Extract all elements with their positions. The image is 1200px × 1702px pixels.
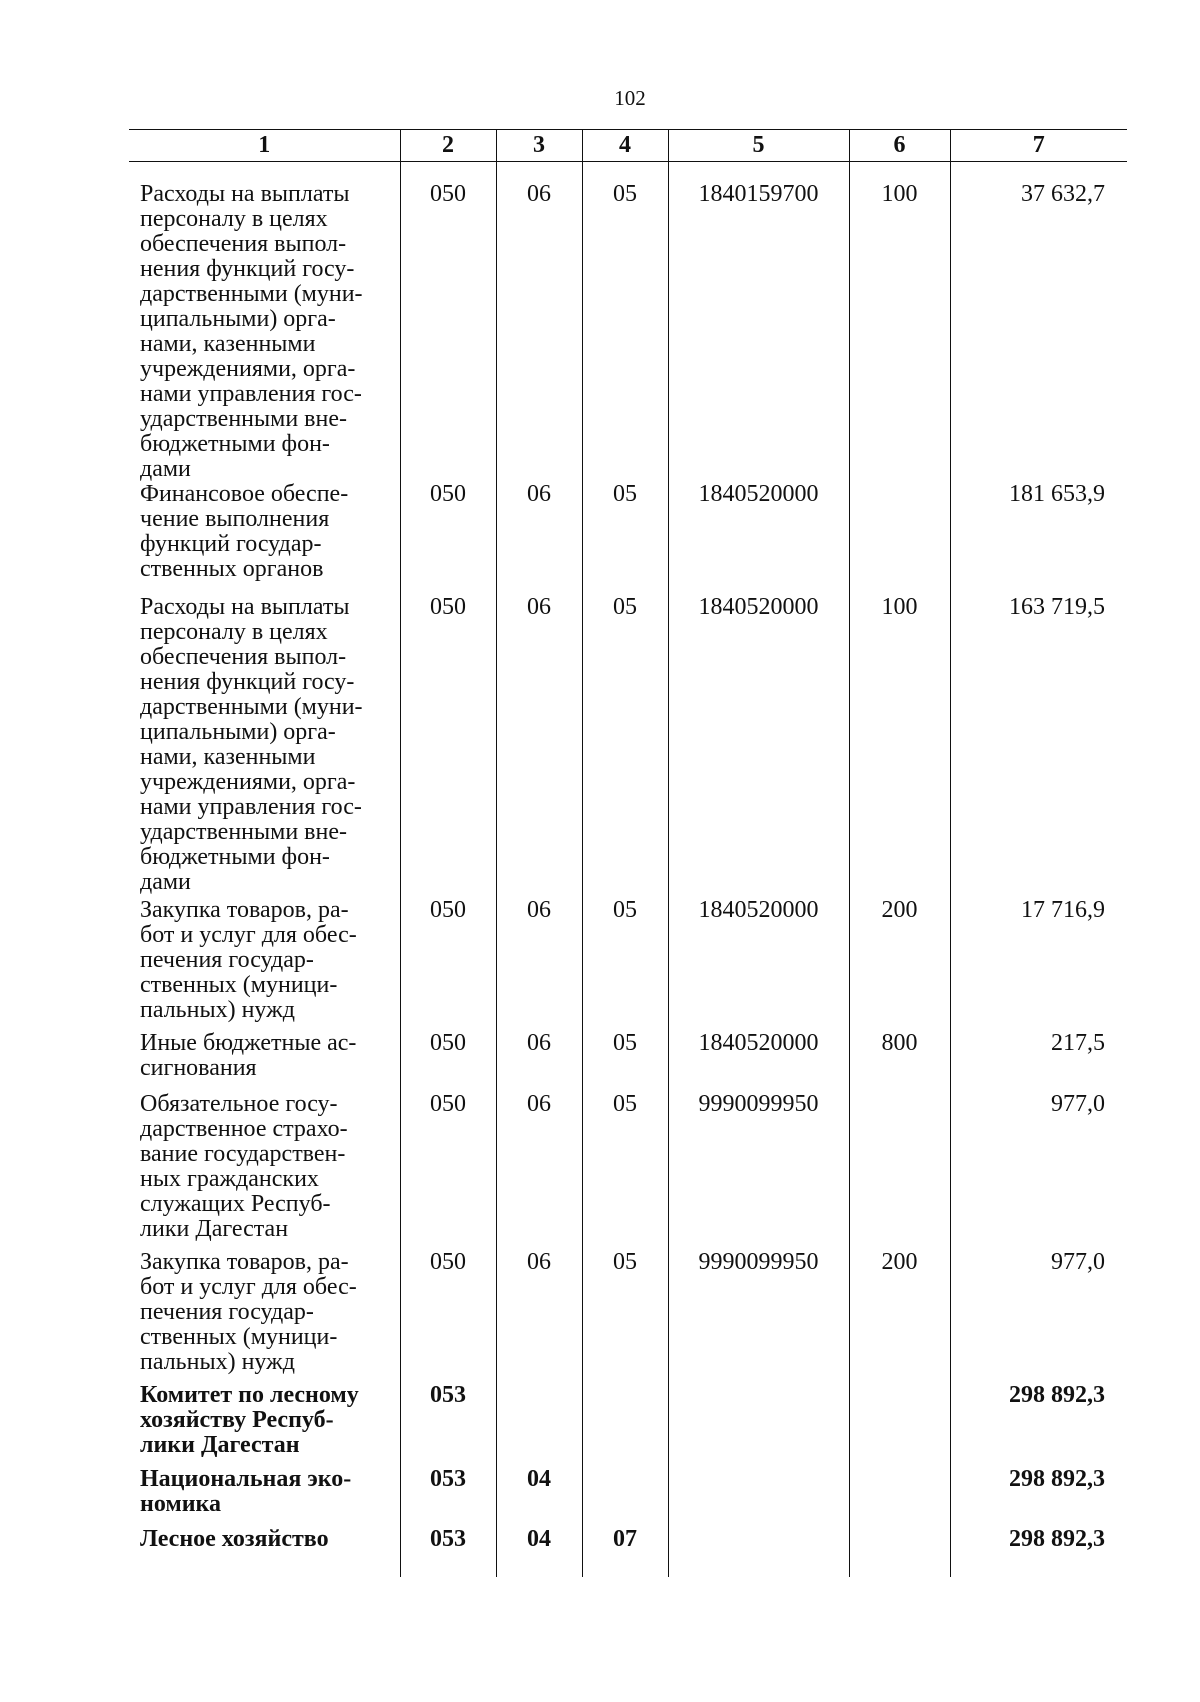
cell-target-article: 1840520000 — [668, 1031, 849, 1092]
header-col-5: 5 — [668, 130, 849, 162]
header-col-4: 4 — [582, 130, 668, 162]
table-row — [129, 898, 1127, 1031]
cell-amount: 217,5 — [950, 1031, 1127, 1092]
cell-expense-type — [849, 1467, 950, 1527]
header-col-7: 7 — [950, 130, 1127, 162]
cell-expense-type: 800 — [849, 1031, 950, 1092]
table-row — [129, 1527, 1127, 1577]
cell-section: 06 — [496, 482, 582, 595]
cell-target-article: 1840159700 — [668, 182, 849, 482]
cell-subsection: 05 — [582, 595, 668, 898]
cell-section: 06 — [496, 898, 582, 1031]
cell-ved-code: 050 — [400, 1250, 496, 1383]
cell-expense-type — [849, 1383, 950, 1467]
cell-expense-type: 200 — [849, 898, 950, 1031]
cell-amount: 17 716,9 — [950, 898, 1127, 1031]
cell-amount: 298 892,3 — [950, 1383, 1127, 1467]
table-row — [129, 482, 1127, 595]
cell-section: 06 — [496, 1092, 582, 1250]
cell-expense-type — [849, 1092, 950, 1250]
table-row — [129, 1467, 1127, 1527]
header-col-3: 3 — [496, 130, 582, 162]
cell-amount: 977,0 — [950, 1092, 1127, 1250]
cell-target-article — [668, 1527, 849, 1577]
table-row — [129, 595, 1127, 898]
cell-description: Расходы на выплаты персоналу в целях обеспечения выпол- нения функций госу- дарственными (муни- ципальными) орга- нами, казенными учреждениями, орга- нами управления гос- ударственными вне- бюджетными фон- дами — [140, 594, 363, 895]
cell-description: Закупка товаров, ра- бот и услуг для обес- печения государ- ственных (муници- пальных) нужд — [140, 1249, 357, 1375]
cell-section: 06 — [496, 182, 582, 482]
page-number: 102 — [614, 86, 646, 110]
cell-subsection: 05 — [582, 1250, 668, 1383]
cell-target-article: 1840520000 — [668, 898, 849, 1031]
cell-description: Лесное хозяйство — [140, 1526, 329, 1552]
cell-ved-code: 050 — [400, 1092, 496, 1250]
cell-subsection — [582, 1383, 668, 1467]
table-spacer — [129, 162, 1127, 183]
table-row — [129, 182, 1127, 482]
cell-description: Закупка товаров, ра- бот и услуг для обес- печения государ- ственных (муници- пальных) нужд — [140, 897, 357, 1023]
cell-subsection: 05 — [582, 898, 668, 1031]
header-col-1: 1 — [129, 130, 400, 162]
cell-ved-code: 053 — [400, 1527, 496, 1577]
cell-expense-type — [849, 1527, 950, 1577]
cell-ved-code: 050 — [400, 595, 496, 898]
header-col-2: 2 — [400, 130, 496, 162]
table-row — [129, 1250, 1127, 1383]
cell-description: Финансовое обеспе- чение выполнения функций государ- ственных органов — [140, 481, 349, 582]
cell-expense-type: 200 — [849, 1250, 950, 1383]
cell-ved-code: 050 — [400, 898, 496, 1031]
cell-ved-code: 050 — [400, 482, 496, 595]
cell-section: 06 — [496, 1250, 582, 1383]
cell-amount: 163 719,5 — [950, 595, 1127, 898]
cell-target-article — [668, 1467, 849, 1527]
cell-target-article: 9990099950 — [668, 1092, 849, 1250]
cell-description: Обязательное госу- дарственное страхо- вание государствен- ных гражданских служащих Респуб- лики Дагестан — [140, 1091, 348, 1242]
cell-subsection: 05 — [582, 182, 668, 482]
cell-amount: 181 653,9 — [950, 482, 1127, 595]
cell-description: Иные бюджетные ас- сигнования — [140, 1030, 357, 1081]
cell-target-article: 1840520000 — [668, 482, 849, 595]
cell-section: 06 — [496, 1031, 582, 1092]
cell-ved-code: 053 — [400, 1467, 496, 1527]
cell-section: 04 — [496, 1527, 582, 1577]
cell-amount: 37 632,7 — [950, 182, 1127, 482]
cell-section: 06 — [496, 595, 582, 898]
cell-expense-type: 100 — [849, 595, 950, 898]
cell-subsection — [582, 1467, 668, 1527]
table-row — [129, 1383, 1127, 1467]
cell-description: Комитет по лесному хозяйству Респуб- лики Дагестан — [140, 1382, 359, 1458]
cell-section — [496, 1383, 582, 1467]
cell-amount: 298 892,3 — [950, 1527, 1127, 1577]
table-row — [129, 1092, 1127, 1250]
cell-ved-code: 050 — [400, 1031, 496, 1092]
cell-subsection: 05 — [582, 482, 668, 595]
cell-ved-code: 050 — [400, 182, 496, 482]
cell-subsection: 07 — [582, 1527, 668, 1577]
budget-table — [129, 129, 1127, 1577]
cell-expense-type — [849, 482, 950, 595]
cell-description: Расходы на выплаты персоналу в целях обеспечения выпол- нения функций госу- дарственными (муни- ципальными) орга- нами, казенными учреждениями, орга- нами управления гос- ударственными вне- бюджетными фон- дами — [140, 181, 363, 482]
cell-target-article: 1840520000 — [668, 595, 849, 898]
table-body — [129, 162, 1127, 1578]
table-header — [129, 130, 1127, 162]
cell-expense-type: 100 — [849, 182, 950, 482]
cell-subsection: 05 — [582, 1092, 668, 1250]
cell-subsection: 05 — [582, 1031, 668, 1092]
header-col-6: 6 — [849, 130, 950, 162]
cell-target-article: 9990099950 — [668, 1250, 849, 1383]
table-row — [129, 1031, 1127, 1092]
cell-amount: 298 892,3 — [950, 1467, 1127, 1527]
cell-description: Национальная эко- номика — [140, 1466, 352, 1517]
cell-target-article — [668, 1383, 849, 1467]
cell-ved-code: 053 — [400, 1383, 496, 1467]
cell-amount: 977,0 — [950, 1250, 1127, 1383]
cell-section: 04 — [496, 1467, 582, 1527]
